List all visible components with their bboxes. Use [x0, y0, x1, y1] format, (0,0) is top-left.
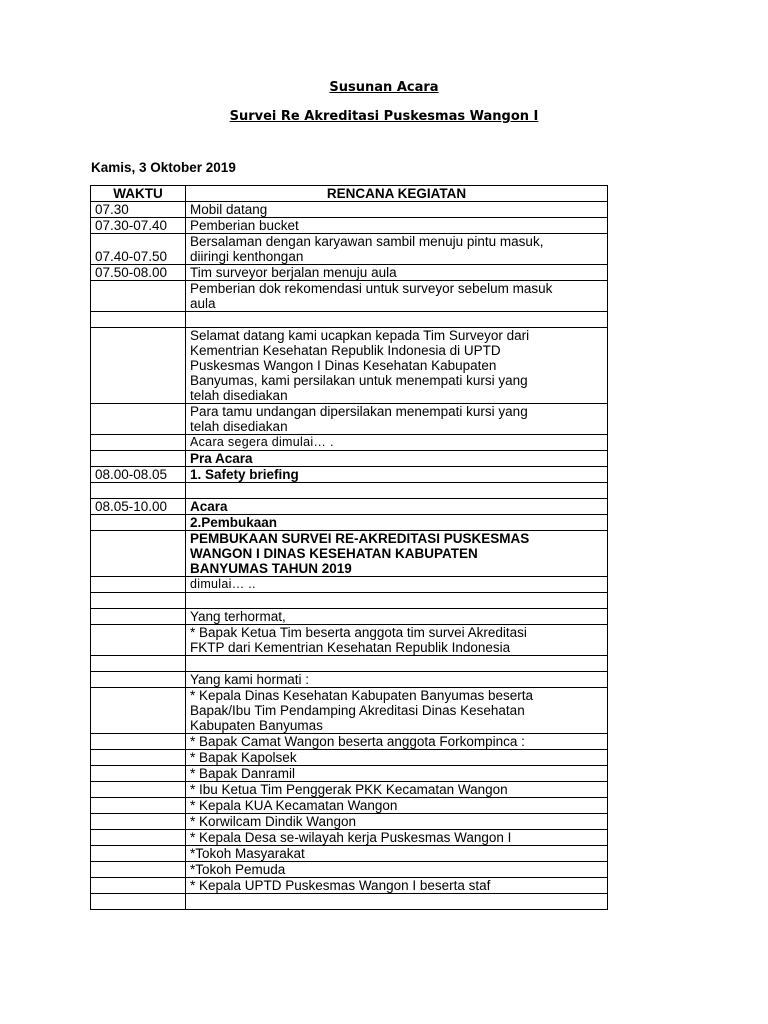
table-row	[91, 577, 608, 593]
time-cell	[91, 451, 186, 467]
activity-cell: Acara	[186, 499, 608, 515]
time-cell: 07.30	[91, 202, 186, 218]
schedule-table	[90, 185, 608, 910]
table-row	[91, 609, 608, 625]
time-cell	[91, 830, 186, 846]
activity-cell	[186, 483, 608, 499]
time-cell: 08.05-10.00	[91, 499, 186, 515]
activity-cell: *Tokoh Pemuda	[186, 862, 608, 878]
activity-cell: *Tokoh Masyarakat	[186, 846, 608, 862]
table-row	[91, 846, 608, 862]
time-cell	[91, 782, 186, 798]
time-cell	[91, 404, 186, 435]
table-row	[91, 404, 608, 435]
activity-cell: * Bapak Ketua Tim beserta anggota tim survei Akreditasi FKTP dari Kementrian Kesehatan Republik Indonesia	[186, 625, 608, 656]
table-row	[91, 878, 608, 894]
time-cell	[91, 846, 186, 862]
table-row	[91, 672, 608, 688]
table-row	[91, 830, 608, 846]
activity-cell	[186, 312, 608, 328]
activity-cell: * Korwilcam Dindik Wangon	[186, 814, 608, 830]
document-subtitle: Survei Re Akreditasi Puskesmas Wangon I	[229, 109, 539, 124]
table-row	[91, 798, 608, 814]
time-cell	[91, 593, 186, 609]
activity-cell	[186, 894, 608, 910]
time-cell	[91, 734, 186, 750]
activity-cell: * Kepala Desa se-wilayah kerja Puskesmas Wangon I	[186, 830, 608, 846]
time-cell	[91, 435, 186, 451]
table-row	[91, 814, 608, 830]
document-title: Susunan Acara	[329, 80, 439, 95]
activity-cell: * Ibu Ketua Tim Penggerak PKK Kecamatan Wangon	[186, 782, 608, 798]
time-cell	[91, 609, 186, 625]
activity-cell: dimulai… ..	[186, 577, 608, 593]
table-row	[91, 218, 608, 234]
activity-cell: Acara segera dimulai… .	[186, 435, 608, 451]
table-header-row	[91, 186, 608, 202]
activity-cell: Selamat datang kami ucapkan kepada Tim Surveyor dari Kementrian Kesehatan Republik Indonesia di UPTD Puskesmas Wangon I Dinas Kesehatan Kabupaten Banyumas, kami persilakan untuk menempati kursi yang telah disediakan	[186, 328, 608, 404]
activity-cell: 1. Safety briefing	[186, 467, 608, 483]
table-row	[91, 734, 608, 750]
table-row	[91, 531, 608, 577]
table-row	[91, 782, 608, 798]
table-row	[91, 328, 608, 404]
activity-cell	[186, 656, 608, 672]
time-cell	[91, 312, 186, 328]
time-cell	[91, 672, 186, 688]
activity-cell: * Kepala Dinas Kesehatan Kabupaten Banyumas beserta Bapak/Ibu Tim Pendamping Akreditasi Dinas Kesehatan Kabupaten Banyumas	[186, 688, 608, 734]
header-rencana-kegiatan: RENCANA KEGIATAN	[186, 186, 608, 202]
activity-cell: Para tamu undangan dipersilakan menempati kursi yang telah disediakan	[186, 404, 608, 435]
activity-cell	[186, 593, 608, 609]
activity-cell: * Kepala KUA Kecamatan Wangon	[186, 798, 608, 814]
table-row	[91, 656, 608, 672]
table-row	[91, 312, 608, 328]
time-cell	[91, 878, 186, 894]
event-date: Kamis, 3 Oktober 2019	[91, 160, 236, 175]
time-cell	[91, 483, 186, 499]
time-cell	[91, 862, 186, 878]
time-cell	[91, 798, 186, 814]
activity-cell: PEMBUKAAN SURVEI RE-AKREDITASI PUSKESMAS WANGON I DINAS KESEHATAN KABUPATEN BANYUMAS TAHUN 2019	[186, 531, 608, 577]
activity-cell: 2.Pembukaan	[186, 515, 608, 531]
table-row	[91, 467, 608, 483]
activity-cell: Pra Acara	[186, 451, 608, 467]
table-row	[91, 750, 608, 766]
activity-cell: Mobil datang	[186, 202, 608, 218]
activity-cell: * Bapak Kapolsek	[186, 750, 608, 766]
table-row	[91, 451, 608, 467]
table-row	[91, 862, 608, 878]
activity-cell: Tim surveyor berjalan menuju aula	[186, 265, 608, 281]
table-row	[91, 483, 608, 499]
activity-cell: * Kepala UPTD Puskesmas Wangon I beserta staf	[186, 878, 608, 894]
table-row	[91, 894, 608, 910]
activity-cell: Bersalaman dengan karyawan sambil menuju pintu masuk, diiringi kenthongan	[186, 234, 608, 265]
activity-cell: Pemberian bucket	[186, 218, 608, 234]
activity-cell: * Bapak Camat Wangon beserta anggota Forkompinca :	[186, 734, 608, 750]
table-row	[91, 688, 608, 734]
time-cell	[91, 328, 186, 404]
time-cell	[91, 894, 186, 910]
time-cell	[91, 750, 186, 766]
table-row	[91, 281, 608, 312]
time-cell	[91, 625, 186, 656]
table-row	[91, 234, 608, 265]
activity-cell: Yang kami hormati :	[186, 672, 608, 688]
time-cell	[91, 515, 186, 531]
table-row	[91, 766, 608, 782]
table-row	[91, 499, 608, 515]
time-cell	[91, 281, 186, 312]
table-row	[91, 515, 608, 531]
activity-cell: Pemberian dok rekomendasi untuk surveyor sebelum masuk aula	[186, 281, 608, 312]
time-cell	[91, 814, 186, 830]
time-cell: 07.40-07.50	[91, 234, 186, 265]
time-cell	[91, 766, 186, 782]
time-cell: 08.00-08.05	[91, 467, 186, 483]
time-cell	[91, 688, 186, 734]
table-row	[91, 625, 608, 656]
activity-cell: Yang terhormat,	[186, 609, 608, 625]
table-row	[91, 202, 608, 218]
time-cell	[91, 577, 186, 593]
table-row	[91, 593, 608, 609]
time-cell: 07.50-08.00	[91, 265, 186, 281]
activity-cell: * Bapak Danramil	[186, 766, 608, 782]
table-row	[91, 435, 608, 451]
time-cell	[91, 656, 186, 672]
time-cell: 07.30-07.40	[91, 218, 186, 234]
header-waktu: WAKTU	[91, 186, 186, 202]
time-cell	[91, 531, 186, 577]
table-row	[91, 265, 608, 281]
